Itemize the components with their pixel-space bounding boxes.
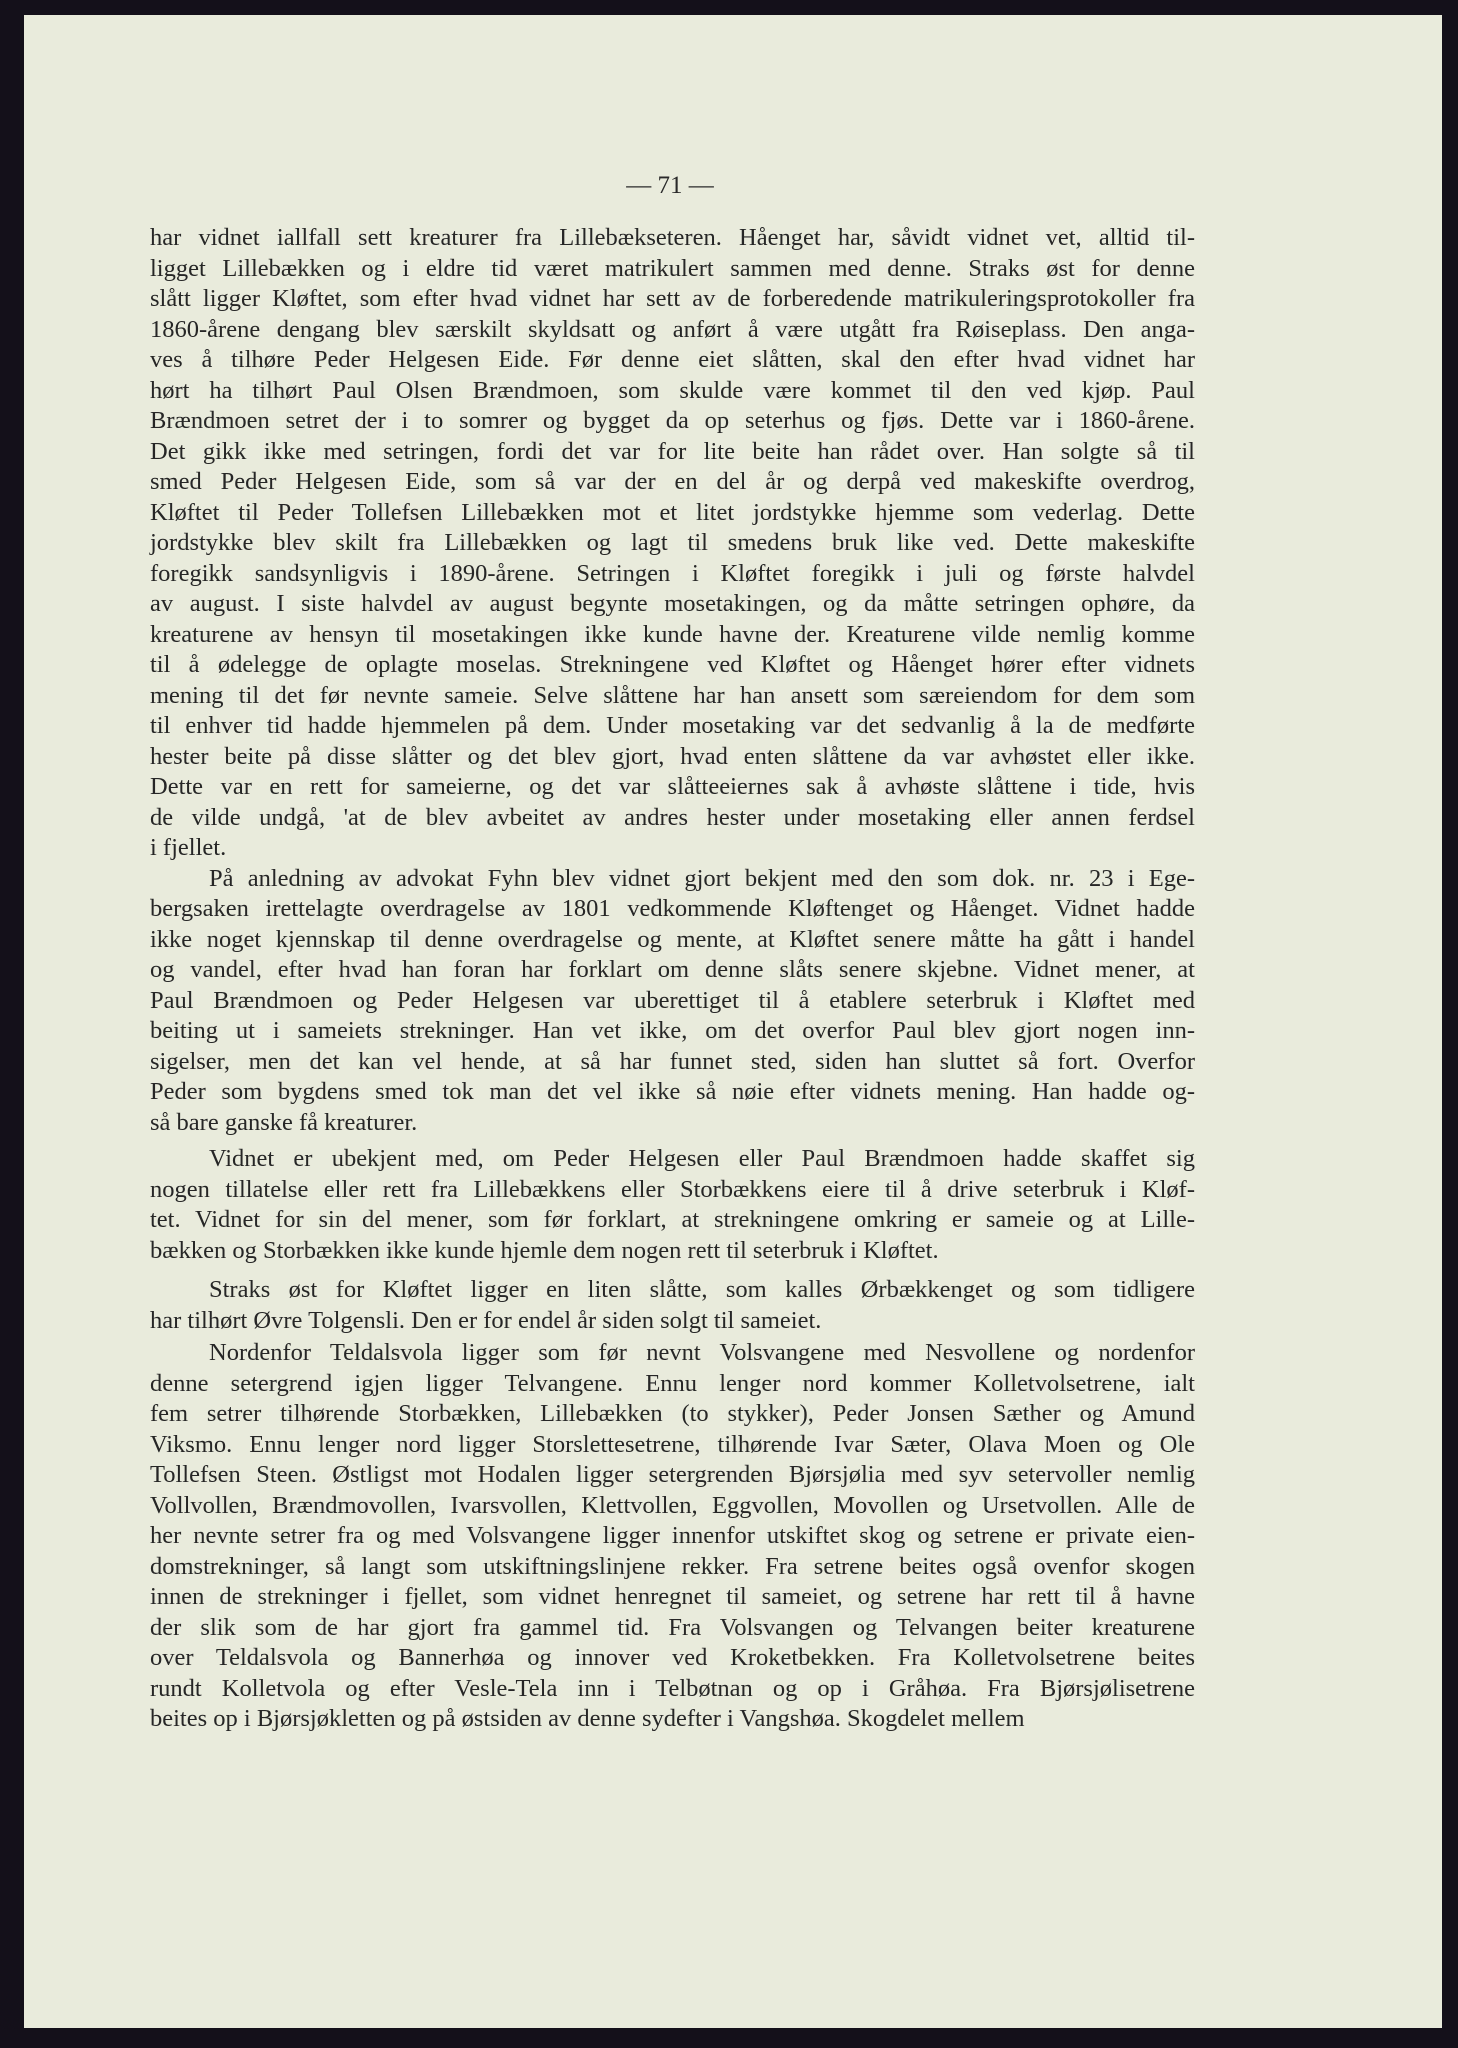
text-line: Det gikk ikke med setringen, fordi det var for lite beite han rådet over. Han solgte så til	[150, 437, 1195, 465]
text-line: og vandel, efter hvad han foran har forklart om denne slåts senere skjebne. Vidnet mener, at	[150, 956, 1195, 983]
text-line: Viksmo. Ennu lenger nord ligger Storslettesetrene, tilhørende Ivar Sæter, Olava Moen og Ole	[150, 1430, 1195, 1458]
text-line: 1860-årene dengang blev særskilt skyldsatt og anført å være utgått fra Røiseplass. Den anga-	[150, 315, 1195, 343]
text-line: På anledning av advokat Fyhn blev vidnet gjort bekjent med den som dok. nr. 23 i Ege-	[209, 864, 1195, 892]
text-line: av august. I siste halvdel av august begynte mosetakingen, og da måtte setringen ophøre, da	[150, 590, 1195, 617]
text-line: ligget Lillebækken og i eldre tid været matrikulert sammen med denne. Straks øst for denne	[150, 254, 1195, 282]
text-line: Nordenfor Teldalsvola ligger som før nevnt Volsvangene med Nesvollene og nordenfor	[209, 1339, 1195, 1366]
text-line: Vidnet er ubekjent med, om Peder Helgesen eller Paul Brændmoen hadde skaffet sig	[209, 1145, 1195, 1172]
text-line: hørt ha tilhørt Paul Olsen Brændmoen, som skulde være kommet til den ved kjøp. Paul	[150, 376, 1195, 404]
text-line: her nevnte setrer fra og med Volsvangene ligger innenfor utskiftet skog og setrene er private eien-	[150, 1522, 1195, 1549]
text-line: ves å tilhøre Peder Helgesen Eide. Før denne eiet slåtten, skal den efter hvad vidnet har	[150, 346, 1195, 373]
text-line: bergsaken irettelagte overdragelse av 1801 vedkommende Kløftenget og Håenget. Vidnet hadde	[150, 895, 1195, 922]
text-line: sigelser, men det kan vel hende, at så har funnet sted, siden han sluttet så fort. Overfor	[150, 1047, 1195, 1075]
text-line: de vilde undgå, 'at de blev avbeitet av andres hester under mosetaking eller annen ferdsel	[150, 803, 1195, 831]
text-line: denne setergrend igjen ligger Telvangene. Ennu lenger nord kommer Kolletvolsetrene, ialt	[150, 1369, 1195, 1397]
text-line: rundt Kolletvola og efter Vesle-Tela inn i Telbøtnan og op i Gråhøa. Fra Bjørsjølisetrene	[150, 1674, 1195, 1702]
page-number: — 71 —	[626, 172, 714, 199]
text-line: fem setrer tilhørende Storbækken, Lillebækken (to stykker), Peder Jonsen Sæther og Amund	[150, 1400, 1195, 1427]
text-line: tet. Vidnet for sin del mener, som før forklart, at strekningene omkring er sameie og at Lille-	[150, 1206, 1195, 1233]
text-line: slått ligger Kløftet, som efter hvad vidnet har sett av de forberedende matrikuleringsprotokoller fra	[150, 285, 1195, 312]
text-line: i fjellet.	[150, 834, 227, 861]
text-line: Kløftet til Peder Tollefsen Lillebækken mot et litet jordstykke hjemme som vederlag. Dette	[150, 498, 1195, 526]
text-line: har vidnet iallfall sett kreaturer fra Lillebækseteren. Håenget har, såvidt vidnet vet, alltid til-	[150, 224, 1195, 251]
text-line: ikke noget kjennskap til denne overdragelse og mente, at Kløftet senere måtte ha gått i handel	[150, 925, 1195, 953]
text-line: til å ødelegge de oplagte moselas. Strekningene ved Kløftet og Håenget hører efter vidnets	[150, 651, 1195, 678]
text-line: jordstykke blev skilt fra Lillebækken og lagt til smedens bruk like ved. Dette makeskifte	[150, 529, 1195, 556]
text-line: Brændmoen setret der i to somrer og bygget da op seterhus og fjøs. Dette var i 1860-årene.	[150, 407, 1195, 434]
text-line: hester beite på disse slåtter og det blev gjort, hvad enten slåttene da var avhøstet eller ikke.	[150, 742, 1195, 770]
text-line: kreaturene av hensyn til mosetakingen ikke kunde havne der. Kreaturene vilde nemlig komme	[150, 620, 1195, 648]
text-line: beites op i Bjørsjøkletten og på østsiden av denne sydefter i Vangshøa. Skogdelet mellem	[150, 1705, 1025, 1732]
text-line: Paul Brændmoen og Peder Helgesen var uberettiget til å etablere seterbruk i Kløftet med	[150, 986, 1195, 1014]
text-line: innen de strekninger i fjellet, som vidnet henregnet til sameiet, og setrene har rett til å havne	[150, 1583, 1195, 1610]
text-line: Peder som bygdens smed tok man det vel ikke så nøie efter vidnets mening. Han hadde og-	[150, 1078, 1195, 1105]
text-line: Tollefsen Steen. Østligst mot Hodalen ligger setergrenden Bjørsjølia med syv setervoller nemlig	[150, 1461, 1195, 1488]
text-line: Dette var en rett for sameierne, og det var slåtteeiernes sak å avhøste slåttene i tide, hvis	[150, 773, 1195, 800]
text-line: nogen tillatelse eller rett fra Lillebækkens eller Storbækkens eiere til å drive seterbruk i Kløf-	[150, 1175, 1195, 1203]
text-line: har tilhørt Øvre Tolgensli. Den er for endel år siden solgt til sameiet.	[150, 1306, 822, 1334]
text-line: bækken og Storbækken ikke kunde hjemle dem nogen rett til seterbruk i Kløftet.	[150, 1236, 939, 1264]
text-line: til enhver tid hadde hjemmelen på dem. Under mosetaking var det sedvanlig å la de medførte	[150, 712, 1195, 739]
text-line: smed Peder Helgesen Eide, som så var der en del år og derpå ved makeskifte overdrog,	[150, 468, 1195, 495]
text-line: domstrekninger, så langt som utskiftningslinjene rekker. Fra setrene beites også ovenfor skogen	[150, 1552, 1195, 1580]
document-page	[24, 15, 1442, 2028]
text-line: foregikk sandsynligvis i 1890-årene. Setringen i Kløftet foregikk i juli og første halvdel	[150, 559, 1195, 587]
text-line: Straks øst for Kløftet ligger en liten slåtte, som kalles Ørbækkenget og som tidligere	[209, 1276, 1195, 1303]
text-line: over Teldalsvola og Bannerhøa og innover ved Kroketbekken. Fra Kolletvolsetrene beites	[150, 1644, 1195, 1671]
text-line: der slik som de har gjort fra gammel tid. Fra Volsvangen og Telvangen beiter kreaturene	[150, 1613, 1195, 1641]
text-line: Vollvollen, Brændmovollen, Ivarsvollen, Klettvollen, Eggvollen, Movollen og Ursetvollen. Alle de	[150, 1491, 1195, 1519]
text-line: beiting ut i sameiets strekninger. Han vet ikke, om det overfor Paul blev gjort nogen inn-	[150, 1017, 1195, 1044]
text-line: så bare ganske få kreaturer.	[150, 1108, 418, 1136]
text-line: mening til det før nevnte sameie. Selve slåttene har han ansett som særeiendom for dem som	[150, 681, 1195, 709]
